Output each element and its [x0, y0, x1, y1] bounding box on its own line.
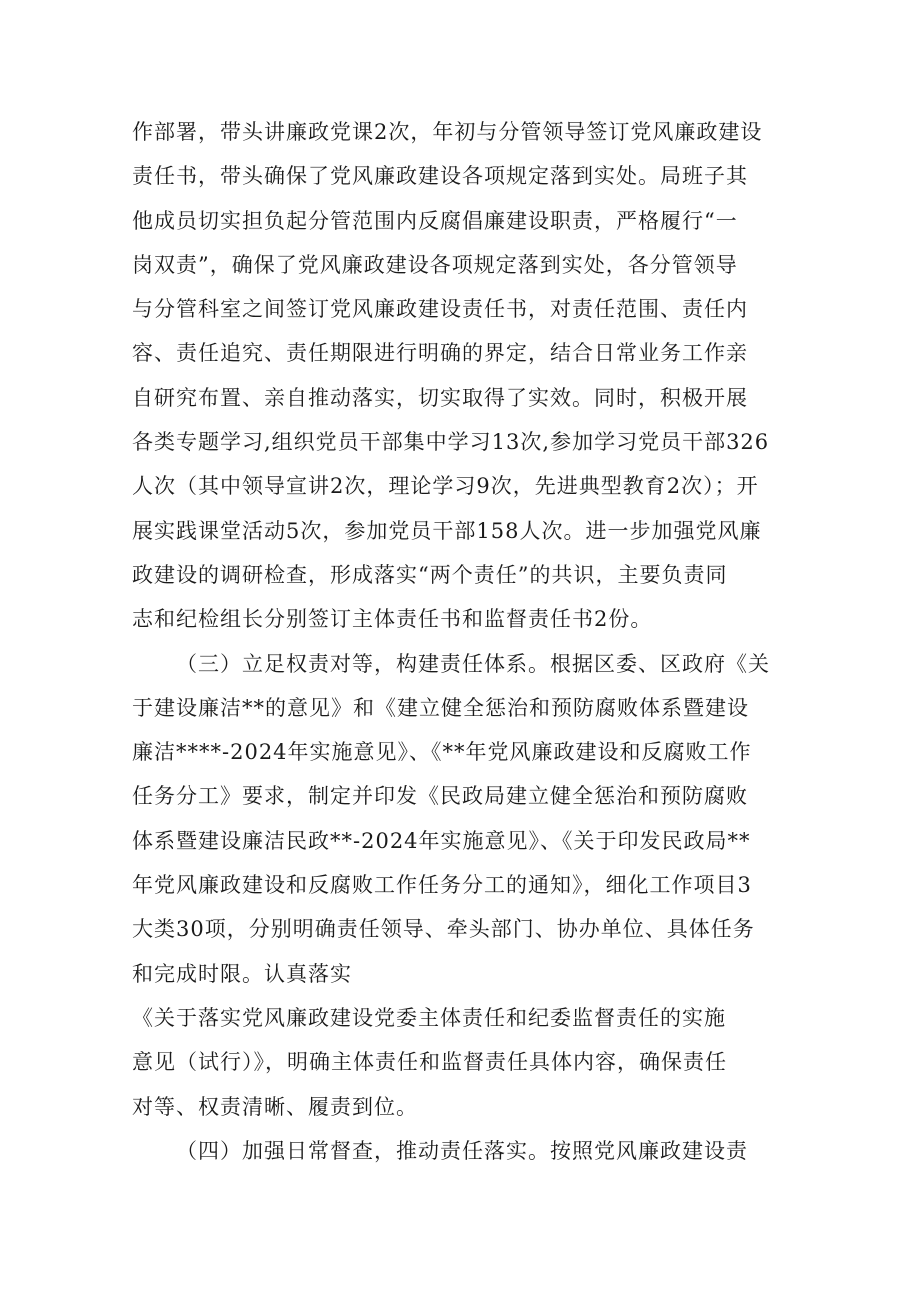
text-line: 自研究布置、亲自推动落实，切实取得了实效。同时，积极开展 — [132, 385, 748, 410]
section-heading-line: （四）加强日常督查，推动责任落实。按照党风廉政建设责 — [176, 1138, 748, 1163]
text-line: 人次（其中领导宣讲2次，理论学习9次，先进典型教育2次）；开 — [132, 474, 759, 499]
text-line: 任务分工》要求，制定并印发《民政局建立健全惩治和预防腐败 — [132, 784, 748, 809]
text-line: 与分管科室之间签订党风廉政建设责任书，对责任范围、责任内 — [132, 297, 748, 322]
text-line: 体系暨建设廉洁民政**-2024年实施意见》、《关于印发民政局** — [132, 828, 751, 853]
text-line: 责任书，带头确保了党风廉政建设各项规定落到实处。局班子其 — [132, 164, 748, 189]
text-line: 各类专题学习,组织党员干部集中学习13次,参加学习党员干部326 — [132, 430, 770, 455]
text-line: 于建设廉洁**的意见》和《建立健全惩治和预防腐败体系暨建设 — [132, 695, 749, 720]
text-line: 政建设的调研检查，形成落实“两个责任”的共识，主要负责同 — [132, 562, 728, 587]
body-text — [132, 110, 812, 1173]
section-heading-line: （三）立足权责对等，构建责任体系。根据区委、区政府《关 — [176, 651, 770, 676]
text-line: 岗双责”，确保了党风廉政建设各项规定落到实处，各分管领导 — [132, 252, 738, 277]
text-line: 展实践课堂活动5次，参加党员干部158人次。进一步加强党风廉 — [132, 518, 762, 543]
text-line: 志和纪检组长分别签订主体责任书和监督责任书2份。 — [132, 607, 653, 632]
text-line: 《关于落实党风廉政建设党委主体责任和纪委监督责任的实施 — [132, 1005, 726, 1030]
text-line: 意见（试行）》，明确主体责任和监督责任具体内容，确保责任 — [132, 1050, 727, 1075]
text-line: 对等、权责清晰、履责到位。 — [132, 1094, 418, 1119]
text-line: 年党风廉政建设和反腐败工作任务分工的通知》，细化工作项目3 — [132, 873, 752, 898]
text-line: 和完成时限。认真落实 — [132, 961, 352, 986]
text-line: 大类30项，分别明确责任领导、牵头部门、协办单位、具体任务 — [132, 917, 755, 942]
text-line: 廉洁****-2024年实施意见》、《**年党风廉政建设和反腐败工作 — [132, 740, 752, 765]
text-line: 容、责任追究、责任期限进行明确的界定，结合日常业务工作亲 — [132, 341, 748, 366]
text-line: 作部署，带头讲廉政党课2次，年初与分管领导签订党风廉政建设 — [132, 120, 763, 144]
text-line: 他成员切实担负起分管范围内反腐倡廉建设职责，严格履行“一 — [132, 208, 738, 233]
